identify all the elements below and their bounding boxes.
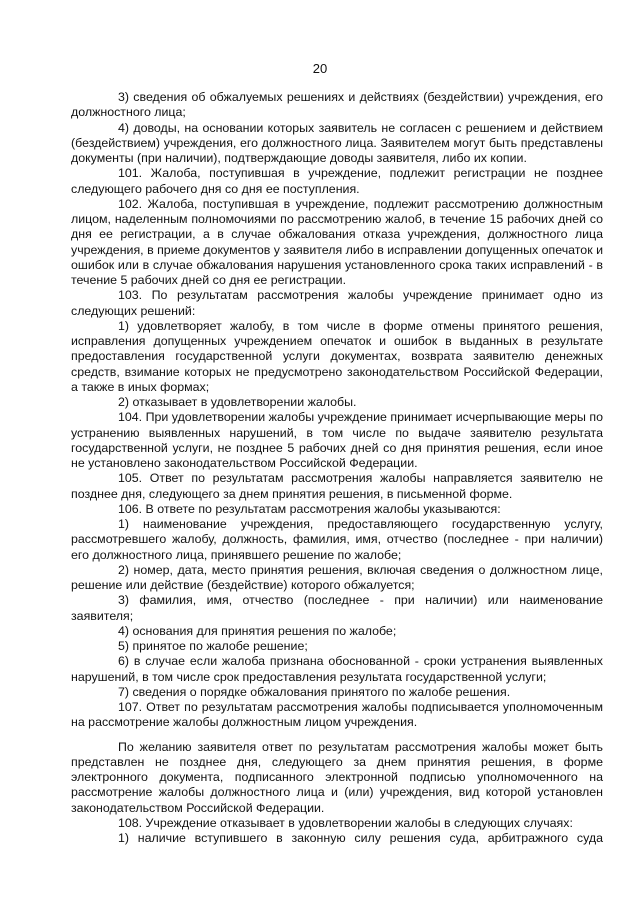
paragraph-105: 105. Ответ по результатам рассмотрения жалобы направляется заявителю не позднее дня, следующего за днем принятия решения, в письменной форме. <box>71 471 603 501</box>
page-number: 20 <box>312 61 328 76</box>
paragraph-item-4: 4) доводы, на основании которых заявитель не согласен с решением и действием (бездействием) учреждения, его должностного лица. Заявителем могут быть представлены документы (при наличии), подтверждающие доводы заявителя, либо их копии. <box>71 120 603 165</box>
paragraph-item-3: 3) сведения об обжалуемых решениях и действиях (бездействии) учреждения, его должностного лица; <box>71 90 603 120</box>
paragraph-106: 106. В ответе по результатам рассмотрения жалобы указываются: <box>118 501 501 516</box>
paragraph-103-item-1: 1) удовлетворяет жалобу, в том числе в форме отмены принятого решения, исправления допущенных учреждением опечаток и ошибок в выданных в результате предоставления государственной услуги документах, возврата заявителю денежных средств, взимание которых не предусмотрено законодательством Российской Федерации, а также в иных формах; <box>71 318 603 394</box>
paragraph-102: 102. Жалоба, поступившая в учреждение, подлежит рассмотрению должностным лицом, наделенным полномочиями по рассмотрению жалоб, в течение 15 рабочих дней со дня ее регистрации, а в случае обжалования отказа учреждения, должностного лица учреждения, в приеме документов у заявителя либо в исправлении допущенных опечаток и ошибок или в случае обжалования нарушения установленного срока таких исправлений - в течение 5 рабочих дней со дня ее регистрации. <box>71 196 603 287</box>
paragraph-103-item-2: 2) отказывает в удовлетворении жалобы. <box>118 395 357 409</box>
paragraph-103: 103. По результатам рассмотрения жалобы учреждение принимает одно из следующих решений: <box>71 288 603 318</box>
document-body <box>71 90 603 846</box>
paragraph-106-item-5: 5) принятое по жалобе решение; <box>118 639 308 653</box>
paragraph-106-item-2: 2) номер, дата, место принятия решения, включая сведения о должностном лице, решение или действие (бездействие) которого обжалуется; <box>71 562 603 592</box>
paragraph-106-item-3: 3) фамилия, имя, отчество (последнее - при наличии) или наименование заявителя; <box>71 593 603 623</box>
paragraph-107: 107. Ответ по результатам рассмотрения жалобы подписывается уполномоченным на рассмотрение жалобы должностным лицом учреждения. <box>71 700 603 730</box>
paragraph-106-item-7: 7) сведения о порядке обжалования принятого по жалобе решения. <box>118 684 511 699</box>
paragraph-106-item-6: 6) в случае если жалоба признана обоснованной - сроки устранения выявленных нарушений, в том числе срок предоставления результата государственной услуги; <box>71 654 603 684</box>
paragraph-106-item-1: 1) наименование учреждения, предоставляющего государственную услугу, рассмотревшего жалобу, должность, фамилия, имя, отчество (последнее - при наличии) его должностного лица, принявшего решение по жалобе; <box>71 517 603 562</box>
paragraph-108-item-1: 1) наличие вступившего в законную силу решения суда, арбитражного суда <box>118 831 603 845</box>
paragraph-108: 108. Учреждение отказывает в удовлетворении жалобы в следующих случаях: <box>118 815 573 830</box>
paragraph-104: 104. При удовлетворении жалобы учреждение принимает исчерпывающие меры по устранению выявленных нарушений, в том числе по выдаче заявителю результата государственной услуги, не позднее 5 рабочих дней со дня принятия решения, если иное не установлено законодательством Российской Федерации. <box>71 410 603 470</box>
paragraph-107-electronic-response: По желанию заявителя ответ по результатам рассмотрения жалобы может быть представлен не позднее дня, следующего за днем принятия решения, в форме электронного документа, подписанного электронной подписью уполномоченного на рассмотрение жалобы должностного лица и (или) учреждения, вид которой установлен законодательством Российской Федерации. <box>71 739 603 815</box>
paragraph-106-item-4: 4) основания для принятия решения по жалобе; <box>118 623 397 638</box>
paragraph-101: 101. Жалоба, поступившая в учреждение, подлежит регистрации не позднее следующего рабочего дня со дня ее поступления. <box>71 166 603 196</box>
